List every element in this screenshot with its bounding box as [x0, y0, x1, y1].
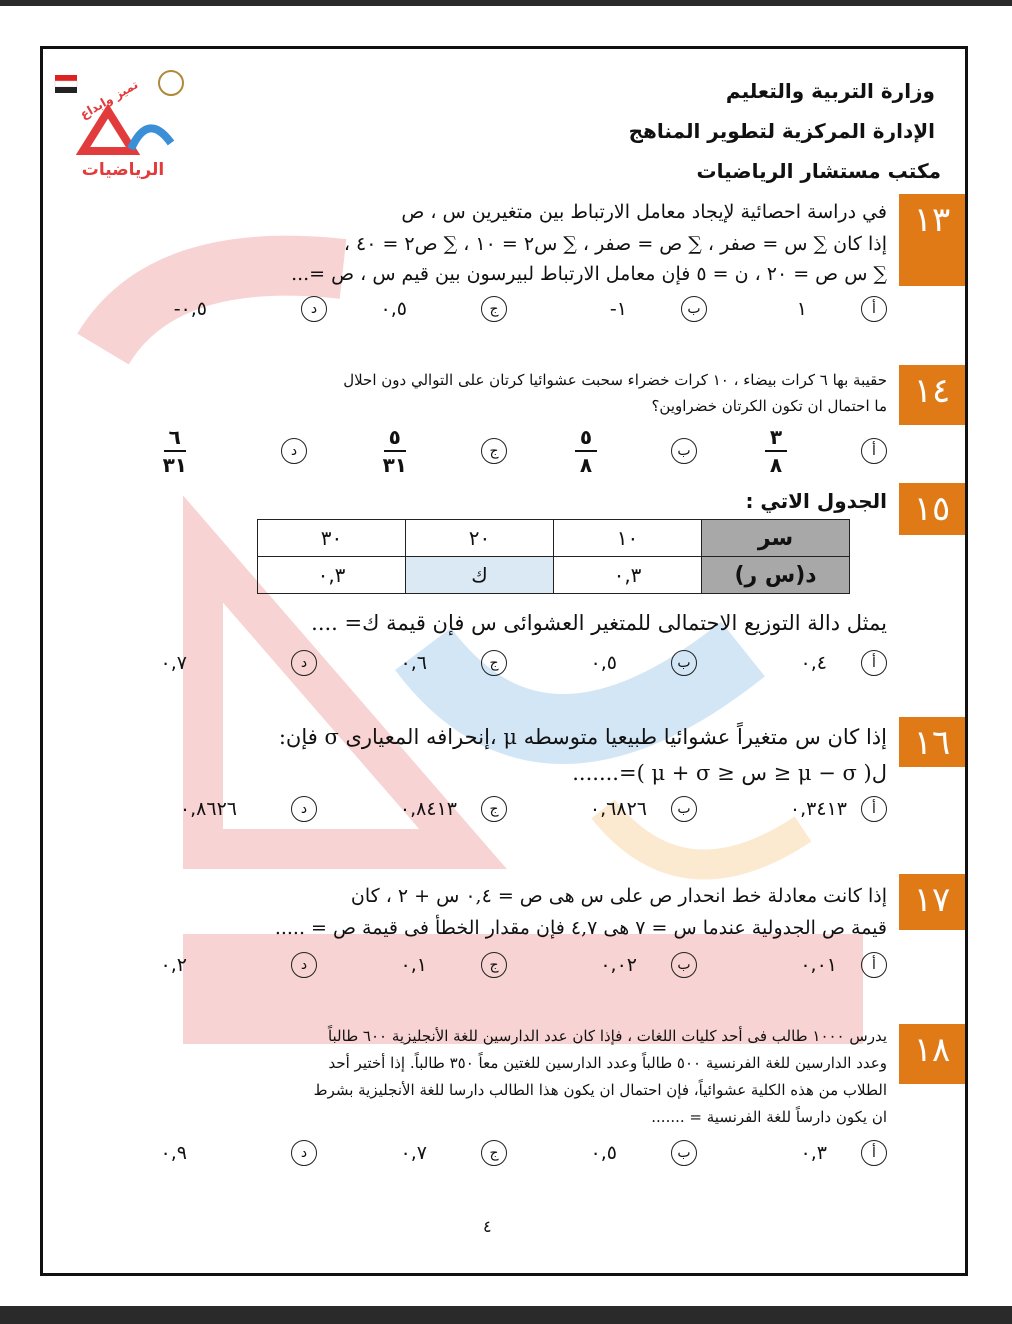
- q14-option-d-value: $\frac{٦}{٣١}$: [162, 425, 187, 477]
- option-label-circle: أ: [861, 438, 887, 464]
- option-label-circle: ج: [481, 438, 507, 464]
- ministry-title: وزارة التربية والتعليم: [725, 79, 935, 103]
- option-label-circle: د: [301, 296, 327, 322]
- q17-option-a-value: ٠,٠١: [800, 954, 837, 976]
- option-label-circle: أ: [861, 952, 887, 978]
- q18-option-c-value: ٠,٧: [400, 1142, 427, 1164]
- page-number: ٤: [483, 1217, 492, 1236]
- question-14-line-1: حقيبة بها ٦ كرات بيضاء ، ١٠ كرات خضراء سحبت عشوائيا كرتان على التوالي دون احلال: [343, 371, 887, 389]
- question-14-options: [103, 421, 887, 481]
- table-header-x: سر: [702, 520, 850, 557]
- option-label-circle: ج: [481, 650, 507, 676]
- q16-option-b[interactable]: [663, 789, 697, 829]
- question-15-title: الجدول الاتي :: [745, 489, 887, 513]
- q14-option-b[interactable]: [663, 421, 697, 481]
- question-13-line-2: إذا كان ∑ س = صفر ، ∑ ص = صفر ، ∑ س٢ = ١٠ ، ∑ ص٢ = ٤٠ ،: [343, 233, 887, 255]
- option-label-circle: أ: [861, 796, 887, 822]
- q16-option-c-value: ٠,٨٤١٣: [399, 798, 457, 820]
- q16-option-d[interactable]: [283, 789, 317, 829]
- q18-option-c[interactable]: [473, 1133, 507, 1173]
- option-label-circle: د: [291, 1140, 317, 1166]
- worksheet-page: [40, 46, 968, 1276]
- q18-option-a-value: ٠,٣: [800, 1142, 827, 1164]
- q17-option-b[interactable]: [663, 945, 697, 985]
- question-16-line-1: إذا كان س متغيراً عشوائيا طبيعيا متوسطه μ ،إنحرافه المعيارى σ فإن:: [278, 725, 887, 749]
- question-18-options: [103, 1133, 887, 1173]
- q17-option-c-value: ٠,١: [400, 954, 427, 976]
- q13-option-a[interactable]: [853, 289, 887, 329]
- option-label-circle: ب: [671, 952, 697, 978]
- option-label-circle: ج: [481, 952, 507, 978]
- question-13-line-1: في دراسة احصائية لإيجاد معامل الارتباط بين متغيرين س ، ص: [401, 201, 887, 223]
- question-18-line-3: الطلاب من هذه الكلية عشوائياً، فإن احتمال ان يكون هذا الطالب دارسا للغة الأنجليزية بشرط: [313, 1081, 887, 1099]
- svg-text:تميز وابداع: تميز وابداع: [77, 77, 141, 122]
- table-header-p: د(س ر): [702, 557, 850, 594]
- question-13-number: ١٣: [899, 194, 965, 286]
- table-cell-unknown: ك: [406, 557, 554, 594]
- q18-option-a[interactable]: [853, 1133, 887, 1173]
- option-label-circle: ب: [671, 1140, 697, 1166]
- q13-option-e-value: -٠,٥: [173, 298, 207, 320]
- option-label-circle: ب: [681, 296, 707, 322]
- q17-option-b-value: ٠,٠٢: [600, 954, 637, 976]
- q17-option-d-value: ٠,٢: [160, 954, 187, 976]
- q16-option-b-value: ٠,٦٨٢٦: [589, 798, 647, 820]
- q14-option-a[interactable]: [853, 421, 887, 481]
- option-label-circle: ج: [481, 1140, 507, 1166]
- question-18-line-4: ان يكون دارساً للغة الفرنسية = .......: [651, 1108, 887, 1126]
- q18-option-b-value: ٠,٥: [590, 1142, 617, 1164]
- option-label-circle: أ: [861, 1140, 887, 1166]
- q15-option-a[interactable]: [853, 643, 887, 683]
- question-14-number: ١٤: [899, 365, 965, 425]
- q18-option-b[interactable]: [663, 1133, 697, 1173]
- question-17-options: [103, 945, 887, 985]
- option-label-circle: أ: [861, 650, 887, 676]
- q15-option-a-value: ٠,٤: [800, 652, 827, 674]
- q15-option-c[interactable]: [473, 643, 507, 683]
- option-label-circle: ج: [481, 796, 507, 822]
- question-18-number: ١٨: [899, 1024, 965, 1084]
- q17-option-d[interactable]: [283, 945, 317, 985]
- question-14-line-2: ما احتمال ان تكون الكرتان خضراوين؟: [651, 397, 887, 415]
- q16-option-a-value: ٠,٣٤١٣: [789, 798, 847, 820]
- q16-option-a[interactable]: [853, 789, 887, 829]
- option-label-circle: د: [291, 650, 317, 676]
- q15-option-d[interactable]: [283, 643, 317, 683]
- question-13-line-3: ∑ س ص = ٢٠ ، ن = ٥ فإن معامل الارتباط لبيرسون بين قيم س ، ص =...: [291, 263, 887, 285]
- q16-option-c[interactable]: [473, 789, 507, 829]
- q18-option-d[interactable]: [283, 1133, 317, 1173]
- option-label-circle: ب: [671, 438, 697, 464]
- table-cell: ٣٠: [258, 520, 406, 557]
- q13-option-b-value: -١: [609, 298, 627, 320]
- office-title: مكتب مستشار الرياضيات: [696, 159, 941, 183]
- q16-option-d-value: ٠,٨٦٢٦: [179, 798, 237, 820]
- question-18-line-1: يدرس ١٠٠٠ طالب فى أحد كليات اللغات ، فإذا كان عدد الدارسين للغة الأنجليزية ٦٠٠ طالباً: [327, 1027, 887, 1045]
- question-13-options: [103, 289, 887, 329]
- q14-option-c-value: $\frac{٥}{٣١}$: [382, 425, 407, 477]
- q13-option-d[interactable]: [293, 289, 327, 329]
- option-label-circle: ج: [481, 296, 507, 322]
- q18-option-d-value: ٠,٩: [160, 1142, 187, 1164]
- table-row: [258, 520, 850, 557]
- svg-text:الرياضيات: الرياضيات: [81, 160, 165, 180]
- question-17-number: ١٧: [899, 874, 965, 930]
- tamayoz-logo: [53, 61, 193, 181]
- question-15-line-1: يمثل دالة التوزيع الاحتمالى للمتغير العشوائى س فإن قيمة ك= ....: [311, 611, 887, 635]
- table-cell: ٢٠: [406, 520, 554, 557]
- q13-option-b[interactable]: [673, 289, 707, 329]
- table-cell: ٠,٣: [554, 557, 702, 594]
- question-16-number: ١٦: [899, 717, 965, 767]
- q13-option-c[interactable]: [473, 289, 507, 329]
- q14-option-d[interactable]: [273, 421, 307, 481]
- option-label-circle: د: [291, 796, 317, 822]
- q15-option-c-value: ٠,٦: [400, 652, 427, 674]
- q13-option-d-value: ٠,٥: [380, 298, 407, 320]
- question-17-line-2: قيمة ص الجدولية عندما س = ٧ هى ٤,٧ فإن مقدار الخطأ فى قيمة ص = .....: [274, 917, 887, 939]
- question-15-options: [103, 643, 887, 683]
- option-label-circle: د: [291, 952, 317, 978]
- department-title: الإدارة المركزية لتطوير المناهج: [628, 119, 935, 143]
- q15-option-d-value: ٠,٧: [160, 652, 187, 674]
- distribution-table: [257, 519, 850, 594]
- top-bar: [0, 0, 1012, 6]
- table-cell: ٠,٣: [258, 557, 406, 594]
- q14-option-c[interactable]: [473, 421, 507, 481]
- q15-option-b[interactable]: [663, 643, 697, 683]
- q15-option-b-value: ٠,٥: [590, 652, 617, 674]
- q17-option-a[interactable]: [853, 945, 887, 985]
- q14-option-a-value: $\frac{٣}{٨}$: [765, 421, 787, 481]
- bottom-bar: [0, 1306, 1012, 1324]
- question-17-line-1: إذا كانت معادلة خط انحدار ص على س هى ص = ٠,٤ س + ٢ ، كان: [350, 885, 887, 907]
- question-16-options: [103, 789, 887, 829]
- question-15-number: ١٥: [899, 483, 965, 535]
- option-label-circle: د: [281, 438, 307, 464]
- question-18-line-2: وعدد الدارسين للغة الفرنسية ٥٠٠ طالباً وعدد الدارسين للغتين معاً ٣٥٠ طالباً. إذا أختير أحد: [328, 1054, 887, 1072]
- question-16-line-2: ل( μ − σ ≤ س ≤ μ + σ )=.......: [572, 761, 887, 785]
- q14-option-b-value: $\frac{٥}{٨}$: [575, 421, 597, 481]
- q17-option-c[interactable]: [473, 945, 507, 985]
- table-cell: ١٠: [554, 520, 702, 557]
- q13-option-a-value: ١: [796, 298, 807, 320]
- option-label-circle: ب: [671, 650, 697, 676]
- table-row: [258, 557, 850, 594]
- option-label-circle: أ: [861, 296, 887, 322]
- option-label-circle: ب: [671, 796, 697, 822]
